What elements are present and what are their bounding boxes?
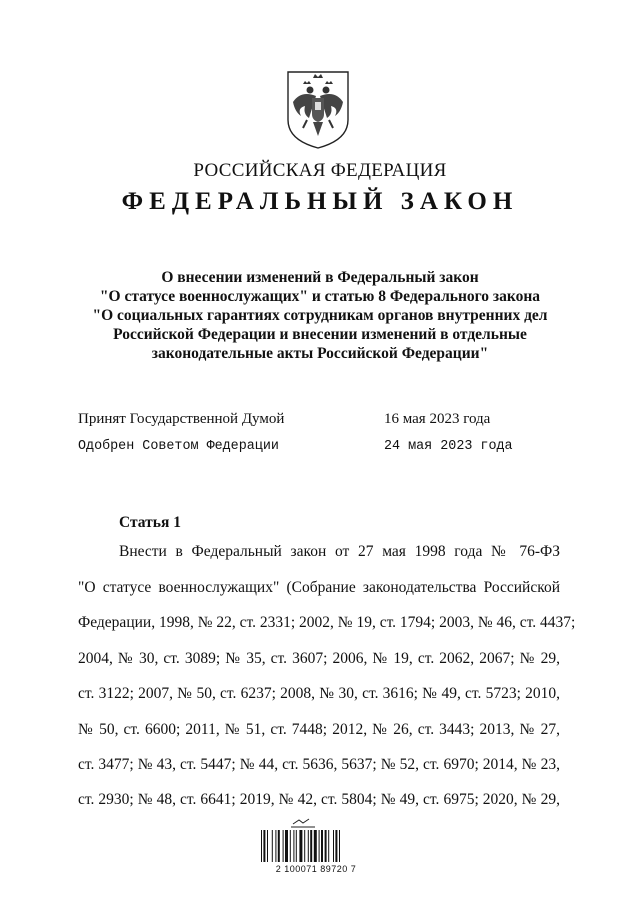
body-line: ст. 3122; 2007, № 50, ст. 6237; 2008, № 30, ст. 3616; № 49, ст. 5723; 2010,	[78, 685, 560, 702]
body-line: Федерации, 1998, № 22, ст. 2331; 2002, № 19, ст. 1794; 2003, № 46, ст. 4437;	[78, 614, 576, 631]
duma-date: 16 мая 2023 года	[384, 411, 491, 427]
barcode-number: 2 100071 89720 7	[275, 864, 357, 874]
body-line: 2004, № 30, ст. 3089; № 35, ст. 3607; 2006, № 19, ст. 2062, 2067; № 29,	[78, 650, 560, 667]
body-line: Внести в Федеральный закон от 27 мая 1998 года № 76-ФЗ	[119, 543, 560, 560]
duma-label: Принят Государственной Думой	[78, 411, 285, 427]
body-line: ст. 2930; № 48, ст. 6641; 2019, № 42, ст. 5804; № 49, ст. 6975; 2020, № 29,	[78, 791, 560, 808]
body-line: ст. 3477; № 43, ст. 5447; № 44, ст. 5636, 5637; № 52, ст. 6970; 2014, № 23,	[78, 756, 560, 773]
law-title	[60, 268, 580, 363]
title-line: О внесении изменений в Федеральный закон	[161, 269, 479, 286]
coat-of-arms-icon	[283, 68, 353, 150]
title-line: законодательные акты Российской Федерации"	[151, 345, 489, 362]
council-date: 24 мая 2023 года	[384, 439, 513, 454]
body-line: № 50, ст. 6600; 2011, № 51, ст. 7448; 2012, № 26, ст. 3443; 2013, № 27,	[78, 721, 560, 738]
article-heading: Статья 1	[119, 514, 181, 531]
title-line: "О социальных гарантиях сотрудникам органов внутренних дел	[92, 307, 548, 324]
document-type: ФЕДЕРАЛЬНЫЙ ЗАКОН	[121, 188, 519, 215]
barcode	[257, 818, 375, 896]
council-label: Одобрен Советом Федерации	[78, 439, 279, 454]
title-line: Российской Федерации и внесении изменений в отдельные	[113, 326, 527, 343]
body-line: "О статусе военнослужащих" (Собрание законодательства Российской	[78, 579, 560, 596]
title-line: "О статусе военнослужащих" и статью 8 Федерального закона	[99, 288, 541, 305]
country-name: РОССИЙСКАЯ ФЕДЕРАЦИЯ	[193, 160, 447, 181]
